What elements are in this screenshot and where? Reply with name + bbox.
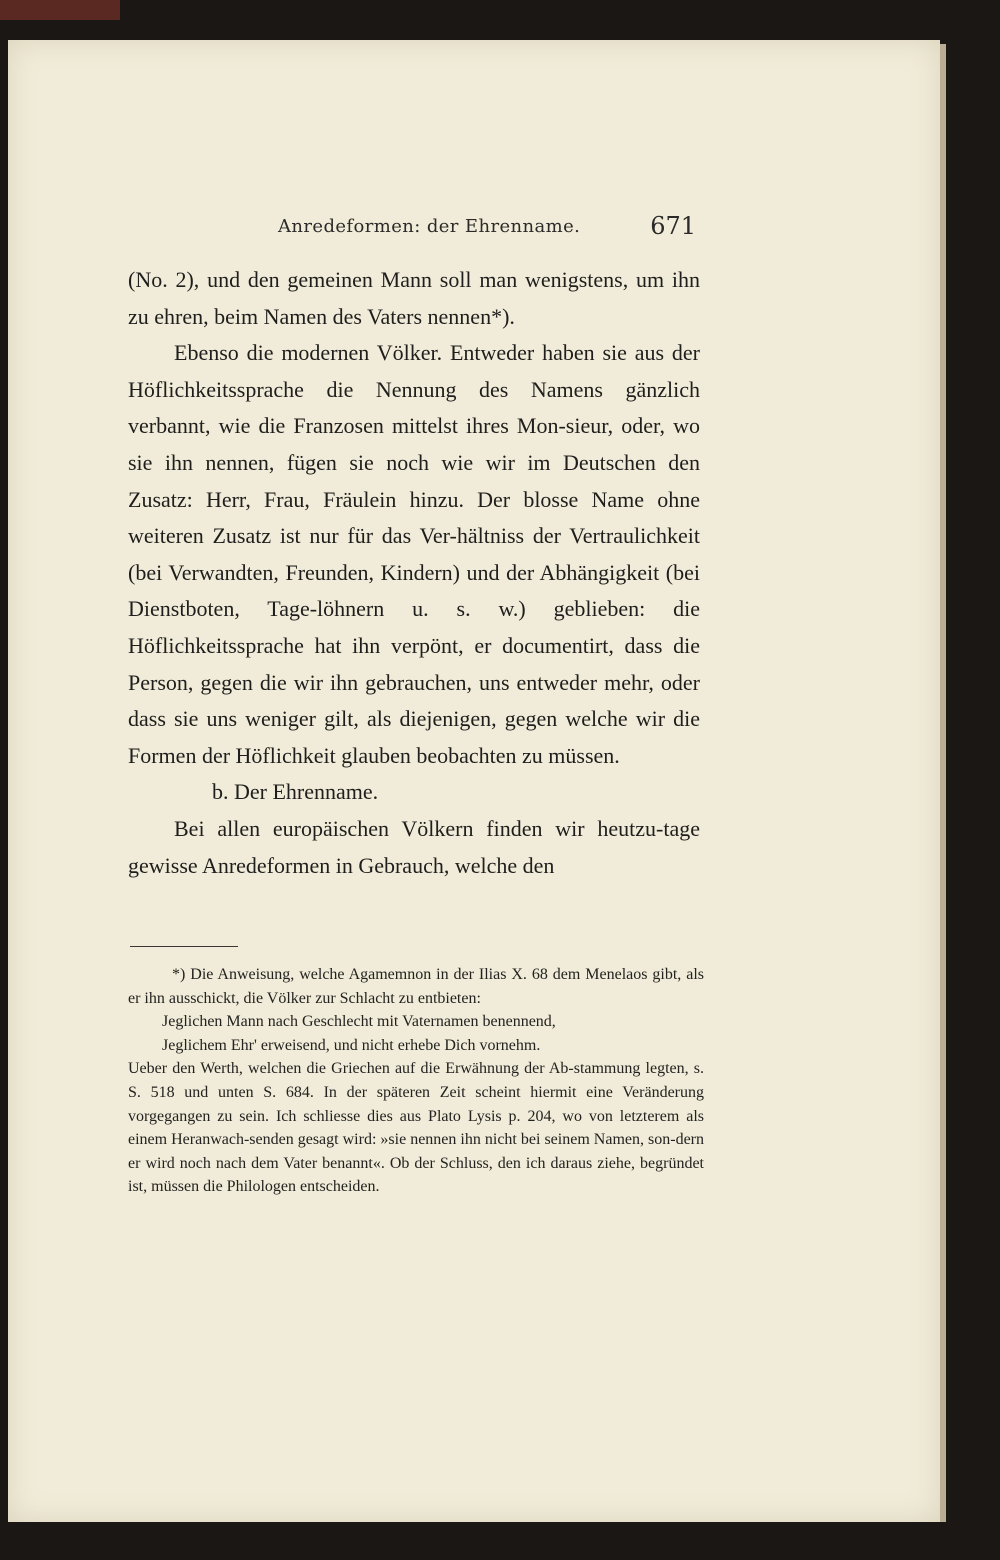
footnote-continuation: Ueber den Werth, welchen die Griechen auf die Erwähnung der Ab-stammung legten, s. S. 518 und unten S. 684. In der späteren Zeit scheint hiermit eine Veränderung vorgegangen zu sein. Ich schliesse dies aus Plato Lysis p. 204, wo von letzterem als einem Heranwach-senden gesagt wird: »sie nennen ihn nicht bei seinem Namen, son-dern er wird noch nach dem Vater benannt«. Ob der Schluss, den ich daraus ziehe, begründet ist, müssen die Philologen entscheiden. — [128, 1060, 704, 1196]
paragraph-2: Ebenso die modernen Völker. Entweder haben sie aus der Höflichkeitssprache die Nennung des Namens gänzlich verbannt, wie die Franzosen mittelst ihres Mon-sieur, oder, wo sie ihn nennen, fügen sie noch wie wir im Deutschen den Zusatz: Herr, Frau, Fräulein hinzu. Der blosse Name ohne weiteren Zusatz ist nur für das Ver-hältniss der Vertraulichkeit (bei Verwandten, Freunden, Kindern) und der Abhängigkeit (bei Dienstboten, Tage-löhnern u. s. w.) geblieben: die Höflichkeitssprache hat ihn verpönt, er documentirt, dass die Person, gegen die wir ihn gebrauchen, uns entweder mehr, oder dass sie uns weniger gilt, als diejenigen, gegen welche wir die Formen der Höflichkeit glauben beobachten zu müssen. — [128, 340, 700, 768]
running-head: Anredeformen: der Ehrenname. — [278, 216, 581, 237]
page-number: 671 — [650, 212, 696, 240]
book-edge-strip — [0, 0, 120, 20]
footnote-verse-2: Jeglichem Ehr' erweisend, und nicht erhebe Dich vornehm. — [162, 1036, 541, 1054]
page-header — [272, 212, 702, 252]
footnote-rule — [130, 946, 238, 947]
main-text — [128, 262, 700, 884]
paragraph-3: Bei allen europäischen Völkern finden wir heutzu-tage gewisse Anredeformen in Gebrauch, welche den — [128, 815, 700, 878]
page-edge — [940, 44, 946, 1522]
footnote — [128, 963, 704, 1199]
section-heading: b. Der Ehrenname. — [212, 779, 379, 805]
footnote-verse-1: Jeglichen Mann nach Geschlecht mit Vaternamen benennend, — [162, 1013, 556, 1031]
paragraph-1: (No. 2), und den gemeinen Mann soll man wenigstens, um ihn zu ehren, beim Namen des Vaters nennen*). — [128, 267, 700, 329]
footnote-intro: *) Die Anweisung, welche Agamemnon in der Ilias X. 68 dem Menelaos gibt, als er ihn ausschickt, die Völker zur Schlacht zu entbieten: — [128, 966, 704, 1007]
